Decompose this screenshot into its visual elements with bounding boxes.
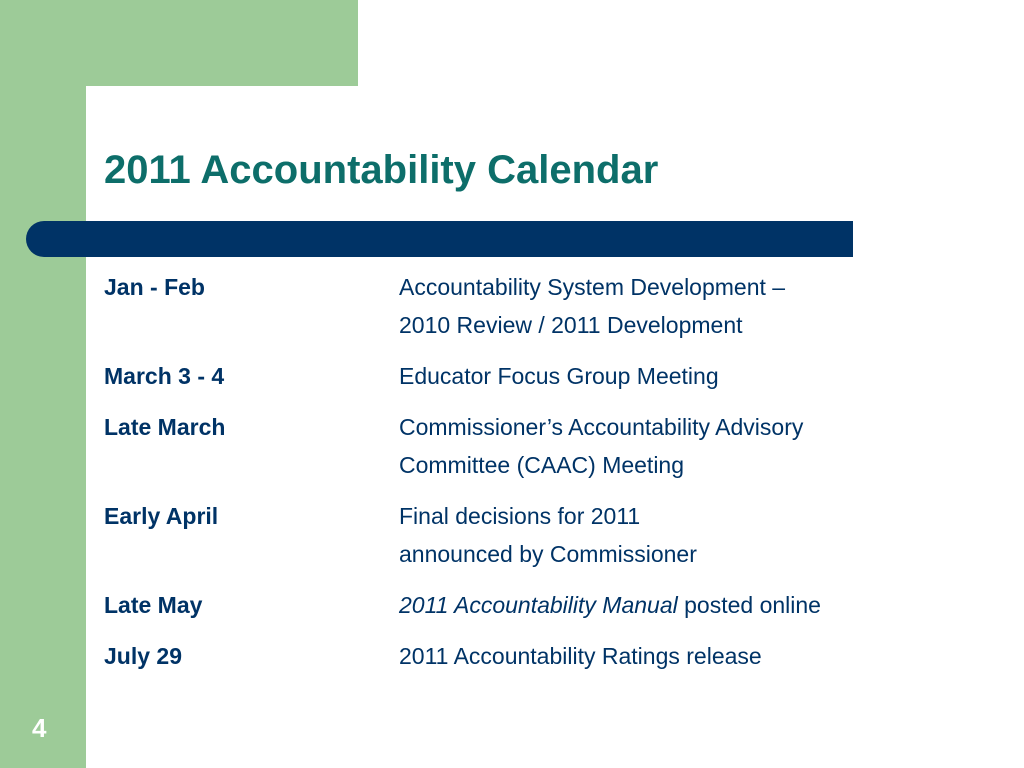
description-line: 2010 Review / 2011 Development — [399, 312, 743, 338]
calendar-description — [399, 357, 1004, 395]
calendar-description — [399, 268, 1004, 344]
description-line: Committee (CAAC) Meeting — [399, 452, 685, 478]
calendar-date: Late May — [104, 592, 203, 618]
calendar-date: July 29 — [104, 643, 182, 669]
description-line — [399, 586, 1004, 624]
title-divider-bar — [26, 221, 853, 257]
calendar-item — [104, 497, 1004, 573]
calendar-description — [399, 637, 1004, 675]
calendar-list — [104, 268, 1004, 688]
calendar-description — [399, 586, 1004, 624]
calendar-description — [399, 497, 1004, 573]
page-number: 4 — [32, 713, 47, 743]
description-text: posted online — [677, 592, 821, 618]
description-line: Educator Focus Group Meeting — [399, 363, 719, 389]
calendar-item — [104, 357, 1004, 395]
green-top-band — [0, 0, 358, 86]
calendar-item — [104, 408, 1004, 484]
description-line: Final decisions for 2011 — [399, 503, 641, 529]
calendar-item — [104, 586, 1004, 624]
calendar-item — [104, 268, 1004, 344]
calendar-date: Late March — [104, 414, 226, 440]
manual-title: 2011 Accountability Manual — [399, 592, 678, 618]
green-side-band — [0, 0, 86, 768]
description-line: Accountability System Development – — [399, 274, 786, 300]
description-line: Commissioner’s Accountability Advisory — [399, 414, 804, 440]
calendar-description — [399, 408, 1004, 484]
description-line: announced by Commissioner — [399, 541, 697, 567]
calendar-date: Jan - Feb — [104, 274, 205, 300]
calendar-date: Early April — [104, 503, 219, 529]
slide-title: 2011 Accountability Calendar — [104, 148, 659, 192]
description-line: 2011 Accountability Ratings release — [399, 643, 762, 669]
calendar-date: March 3 - 4 — [104, 363, 225, 389]
calendar-item — [104, 637, 1004, 675]
